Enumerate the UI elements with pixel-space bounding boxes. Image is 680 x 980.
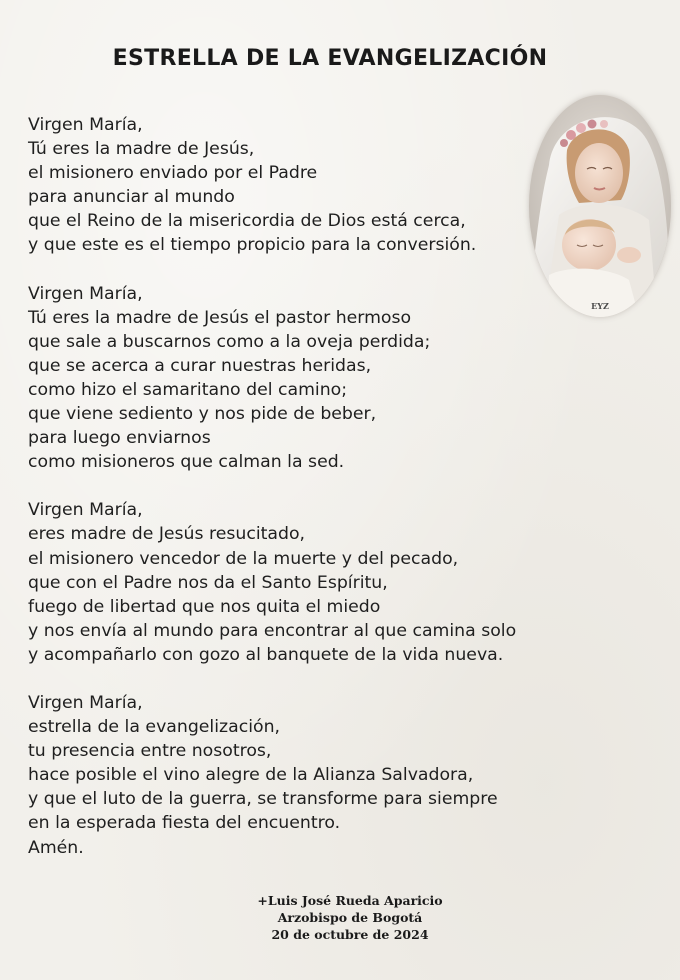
signature-role: Arzobispo de Bogotá [277, 910, 423, 925]
virgin-and-child-image [529, 95, 671, 317]
poem-line: y nos envía al mundo para encontrar al que camina solo [28, 620, 517, 641]
poem-line: el misionero enviado por el Padre [28, 163, 318, 184]
artist-mark: EYZ [591, 301, 609, 311]
signature-block [200, 892, 500, 943]
poem-line: que viene sediento y nos pide de beber, [28, 404, 377, 425]
poem-line: para luego enviarnos [28, 428, 211, 449]
poem-line: como misioneros que calman la sed. [28, 452, 345, 473]
poem-line: que el Reino de la misericordia de Dios está cerca, [28, 211, 466, 232]
stanza-4 [28, 691, 588, 860]
poem-line: Virgen María, [28, 115, 143, 135]
poem-line: y que el luto de la guerra, se transforme para siempre [28, 789, 498, 810]
poem-line: que se acerca a curar nuestras heridas, [28, 355, 372, 376]
poem-line: para anunciar al mundo [28, 187, 235, 208]
poem-line: Virgen María, [28, 500, 143, 521]
poem-line: Tú eres la madre de Jesús el pastor hermoso [28, 307, 412, 328]
poem-line: en la esperada fiesta del encuentro. [28, 813, 341, 834]
poem-line: estrella de la evangelización, [28, 717, 281, 738]
signature-name: +Luis José Rueda Aparicio [257, 893, 443, 908]
poem-line: el misionero vencedor de la muerte y del pecado, [28, 548, 459, 569]
poem-line: que con el Padre nos da el Santo Espíritu, [28, 572, 388, 593]
poem-line: Amén. [28, 837, 84, 858]
poem-line: eres madre de Jesús resucitado, [28, 524, 306, 545]
poem-line: que sale a buscarnos como a la oveja perdida; [28, 331, 431, 352]
poem-line: Tú eres la madre de Jesús, [28, 139, 255, 160]
poem-line: Virgen María, [28, 283, 143, 304]
stanza-1 [28, 113, 588, 258]
poem-line: hace posible el vino alegre de la Alianza Salvadora, [28, 765, 474, 786]
poem-line: fuego de libertad que nos quita el miedo [28, 596, 381, 617]
poem-line: Virgen María, [28, 692, 143, 713]
poem-line: como hizo el samaritano del camino; [28, 379, 348, 400]
poem-line: tu presencia entre nosotros, [28, 741, 272, 762]
stanza-3 [28, 498, 588, 667]
signature-date: 20 de octubre de 2024 [271, 927, 429, 942]
stanza-2 [28, 282, 588, 475]
page-title: ESTRELLA DE LA EVANGELIZACIÓN [112, 46, 548, 71]
prayer-text [28, 113, 588, 884]
poem-line: y acompañarlo con gozo al banquete de la vida nueva. [28, 644, 504, 665]
poem-line: y que este es el tiempo propicio para la conversión. [28, 235, 477, 256]
